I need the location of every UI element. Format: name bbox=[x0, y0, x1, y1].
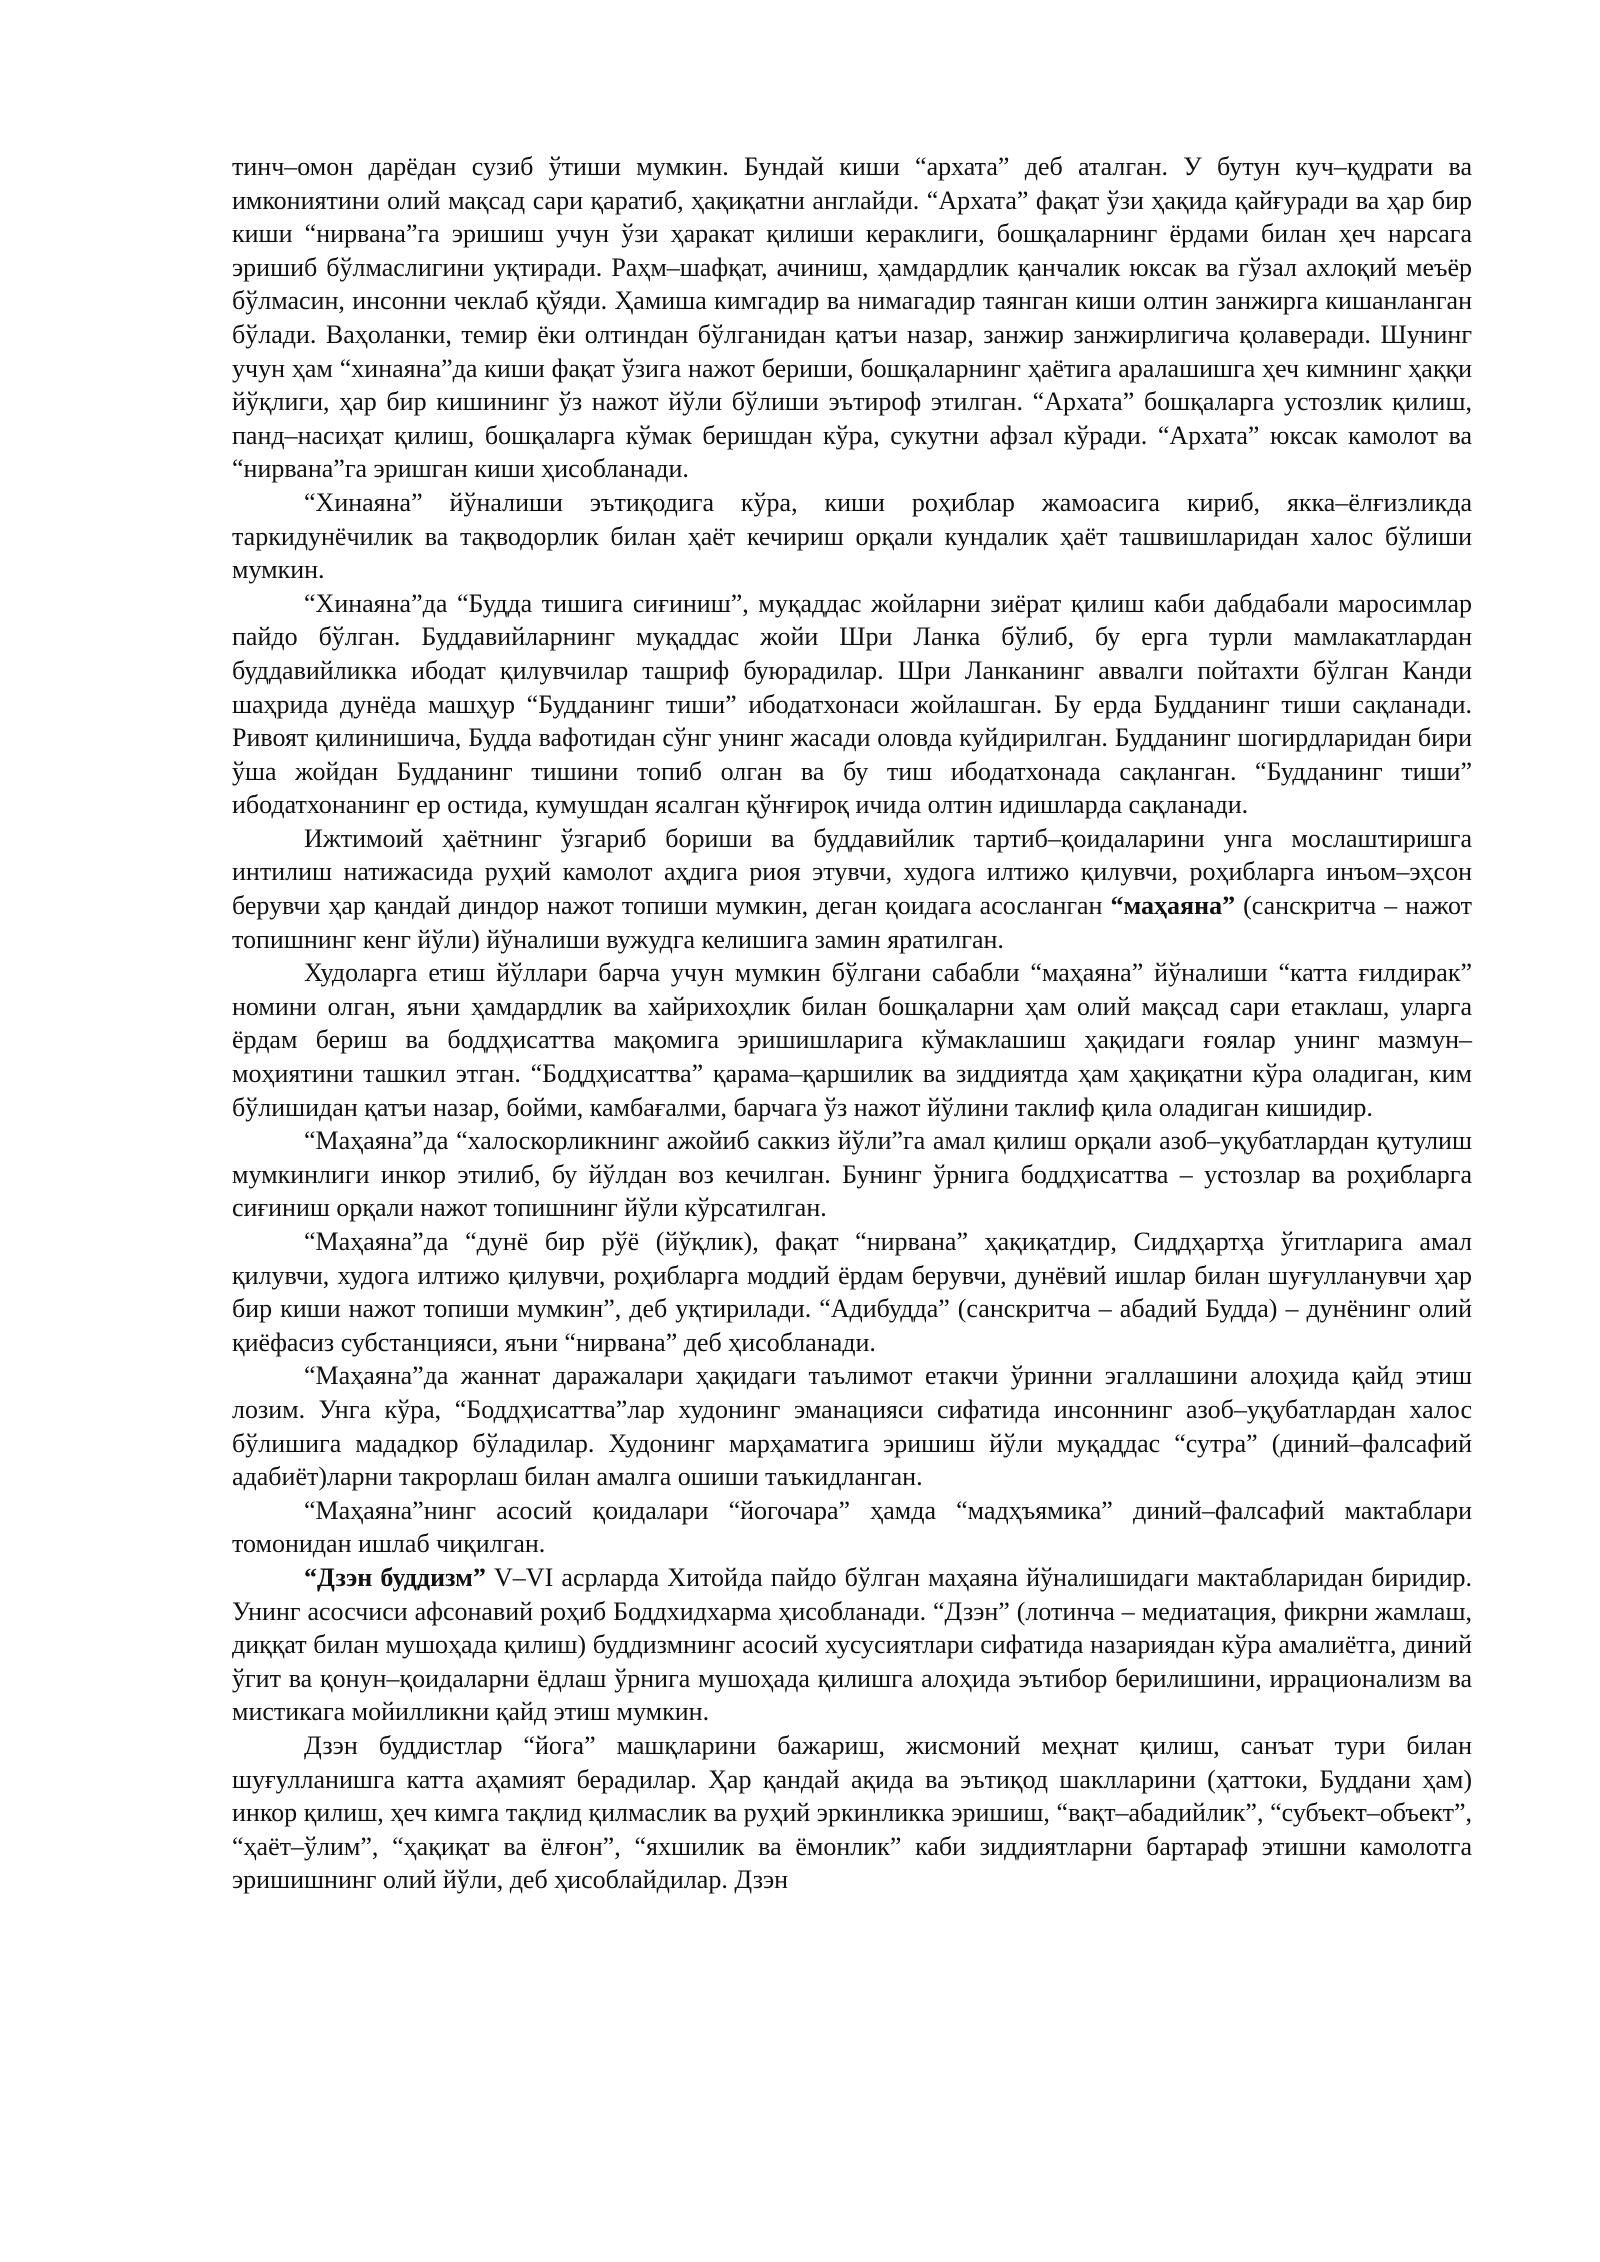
paragraph-text: “Маҳаяна”да жаннат даражалари ҳақидаги таълимот етакчи ўринни эгаллашини алоҳида қайд этиш лозим. Унга кўра, “Боддҳисаттва”лар худонинг эманацияси сифатида инсоннинг азоб–уқубатлардан халос бўлишига мададкор бўладилар. Худонинг марҳаматига эришиш йўли муқаддас “сутра” (диний–фалсафий адабиёт)ларни такрорлаш билан амалга ошиши таъкидланган. bbox=[232, 1361, 1472, 1492]
paragraph-7 bbox=[232, 1225, 1472, 1359]
paragraph-6 bbox=[232, 1124, 1472, 1225]
paragraph-text: тинч–омон дарёдан сузиб ўтиши мумкин. Бундай киши “архата” деб аталган. У бутун куч–қудрати ва имкониятини олий мақсад сари қаратиб, ҳақиқатни англайди. “Архата” фақат ўзи ҳақида қайғуради ва ҳар бир киши “нирвана”га эришиш учун ўзи ҳаракат қилиши кераклиги, бошқаларнинг ёрдами билан ҳеч нарсага эришиб бўлмаслигини уқтиради. Раҳм–шафқат, ачиниш, ҳамдардлик қанчалик юксак ва гўзал ахлоқий меъёр бўлмасин, инсонни чеклаб қўяди. Ҳамиша кимгадир ва нимагадир таянган киши олтин занжирга кишанланган бўлади. Ваҳоланки, темир ёки олтиндан бўлганидан қатъи назар, занжир занжирлигича қолаверади. Шунинг учун ҳам “хинаяна”да киши фақат ўзига нажот бериши, бошқаларнинг ҳаётига аралашишга ҳеч кимнинг ҳаққи йўқлиги, ҳар бир кишининг ўз нажот йўли бўлиши эътироф этилган. “Архата” бошқаларга устозлик қилиш, панд–насиҳат қилиш, бошқаларга кўмак беришдан кўра, сукутни афзал кўради. “Архата” юксак камолот ва “нирвана”га эришган киши ҳисобланади. bbox=[232, 152, 1472, 484]
paragraph-10 bbox=[232, 1561, 1472, 1729]
paragraph-text: “Маҳаяна”да “дунё бир рўё (йўқлик), фақат “нирвана” ҳақиқатдир, Сиддҳартҳа ўгитларига амал қилувчи, худога илтижо қилувчи, роҳибларга моддий ёрдам берувчи, дунёвий ишлар билан шуғулланувчи ҳар бир киши нажот топиши мумкин”, деб уқтирилади. “Адибудда” (санскритча – абадий Будда) – дунёнинг олий қиёфасиз субстанцияси, яъни “нирвана” деб ҳисобланади. bbox=[232, 1227, 1472, 1357]
paragraph-11 bbox=[232, 1729, 1472, 1897]
paragraph-1 bbox=[232, 150, 1472, 486]
paragraph-8 bbox=[232, 1359, 1472, 1493]
paragraph-4 bbox=[232, 822, 1472, 956]
paragraph-text: Худоларга етиш йўллари барча учун мумкин бўлгани сабабли “маҳаяна” йўналиши “катта ғилдирак” номини олган, яъни ҳамдардлик ва хайрихоҳлик билан бошқаларни ҳам олий мақсад сари етаклаш, уларга ёрдам бериш ва боддҳисаттва мақомига эришишларига кўмаклашиш ҳақидаги ғоялар унинг мазмун–моҳиятини ташкил этган. “Боддҳисаттва” қарама–қаршилик ва зиддиятда ҳам ҳақиқатни кўра оладиган, ким бўлишидан қатъи назар, бойми, камбағалми, барчага ўз нажот йўлини таклиф қила оладиган кишидир. bbox=[232, 958, 1472, 1122]
paragraph-2 bbox=[232, 486, 1472, 587]
paragraph-text: “Хинаяна”да “Будда тишига сиғиниш”, муқаддас жойларни зиёрат қилиш каби дабдабали маросимлар пайдо бўлган. Буддавийларнинг муқаддас жойи Шри Ланка бўлиб, бу ерга турли мамлакатлардан буддавийликка ибодат қилувчилар ташриф буюрадилар. Шри Ланканинг аввалги пойтахти бўлган Канди шаҳрида дунёда машҳур “Будданинг тиши” ибодатхонаси жойлашган. Бу ерда Будданинг тиши сақланади. Ривоят қилинишича, Будда вафотидан сўнг унинг жасади оловда куйдирилган. Будданинг шогирдларидан бири ўша жойдан Будданинг тишини топиб олган ва бу тиш ибодатхонада сақланган. “Будданинг тиши” ибодатхонанинг ер остида, кумушдан ясалган қўнғироқ ичида олтин идишларда сақланади. bbox=[232, 588, 1472, 820]
paragraph-text: “Хинаяна” йўналиши эътиқодига кўра, киши роҳиблар жамоасига кириб, якка–ёлғизликда таркидунёчилик ва тақводорлик билан ҳаёт кечириш орқали кундалик ҳаёт ташвишларидан халос бўлиши мумкин. bbox=[232, 487, 1472, 585]
document-page bbox=[232, 150, 1472, 1897]
term-mahayana: “маҳаяна” bbox=[1110, 891, 1236, 921]
paragraph-text: V–VI асрларда Хитойда пайдо бўлган маҳаяна йўналишидаги мактабларидан биридир. Унинг асосчиси афсонавий роҳиб Боддхидхарма ҳисобланади. “Дзэн” (лотинча – медиатация, фикрни жамлаш, диққат билан мушоҳада қилиш) буддизмнинг асосий хусусиятлари сифатида назариядан кўра амалиётга, диний ўгит ва қонун–қоидаларни ёдлаш ўрнига мушоҳада қилишга алоҳида эътибор берилишини, иррационализм ва мистикага мойилликни қайд этиш мумкин. bbox=[232, 1562, 1472, 1727]
paragraph-text: (санскритча – нажот топишнинг кенг йўли) йўналиши вужудга келишига замин яратилган. bbox=[232, 891, 1472, 954]
paragraph-5 bbox=[232, 956, 1472, 1124]
paragraph-9 bbox=[232, 1494, 1472, 1561]
paragraph-text: Дзэн буддистлар “йога” машқларини бажариш, жисмоний меҳнат қилиш, санъат тури билан шуғулланишга катта аҳамият берадилар. Ҳар қандай ақида ва эътиқод шаклларини (ҳаттоки, Буддани ҳам) инкор қилиш, ҳеч кимга тақлид қилмаслик ва руҳий эркинликка эришиш, “вақт–абадийлик”, “субъект–объект”, “ҳаёт–ўлим”, “ҳақиқат ва ёлғон”, “яхшилик ва ёмонлик” каби зиддиятларни бартараф этишни камолотга эришишнинг олий йўли, деб ҳисоблайдилар. Дзэн bbox=[232, 1730, 1472, 1895]
paragraph-text: “Маҳаяна”да “халоскорликнинг ажойиб саккиз йўли”га амал қилиш орқали азоб–уқубатлардан қутулиш мумкинлиги инкор этилиб, бу йўлдан воз кечилган. Бунинг ўрнига боддҳисаттва – устозлар ва роҳибларга сиғиниш орқали нажот топишнинг йўли кўрсатилган. bbox=[232, 1126, 1472, 1223]
paragraph-3 bbox=[232, 587, 1472, 822]
paragraph-text: “Маҳаяна”нинг асосий қоидалари “йогочара” ҳамда “мадҳъямика” диний–фалсафий мактаблари томонидан ишлаб чиқилган. bbox=[232, 1495, 1472, 1559]
term-zen-buddhism: “Дзэн буддизм” bbox=[304, 1562, 486, 1592]
paragraph-text: Ижтимоий ҳаётнинг ўзгариб бориши ва буддавийлик тартиб–қоидаларини унга мослаштиришга интилиш натижасида руҳий камолот аҳдига риоя этувчи, худога илтижо қилувчи, роҳибларга инъом–эҳсон берувчи ҳар қандай диндор нажот топиши мумкин, деган қоидага асосланган bbox=[232, 823, 1472, 921]
